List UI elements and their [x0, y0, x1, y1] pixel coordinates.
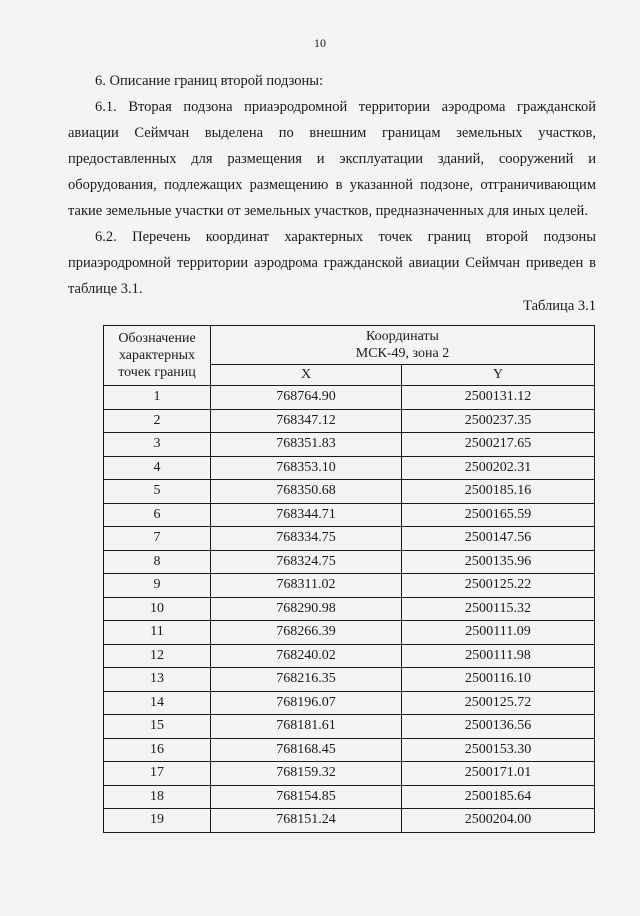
point-number-cell: 6: [104, 503, 211, 527]
x-coordinate-cell: 768350.68: [211, 480, 402, 504]
paragraph-6-1: 6.1. Вторая подзона приаэродромной территории аэродрома гражданской авиации Сеймчан выделена по внешним границам земельных участков, предоставленных для размещения и эксплуатации зданий, сооружений и оборудования, подлежащих размещению в указанной подзоне, отграничивающим такие земельные участки от земельных участков, предназначенных для иных целей.: [68, 99, 596, 219]
point-number-cell: 18: [104, 785, 211, 809]
page-number: 10: [314, 36, 326, 50]
x-coordinate-cell: 768764.90: [211, 386, 402, 410]
x-coordinate-cell: 768266.39: [211, 621, 402, 645]
table-row: [104, 386, 595, 410]
y-coordinate-cell: 2500185.16: [402, 480, 595, 504]
point-number-cell: 9: [104, 574, 211, 598]
x-coordinate-cell: 768353.10: [211, 456, 402, 480]
table-row: [104, 574, 595, 598]
point-number-cell: 8: [104, 550, 211, 574]
y-coordinate-cell: 2500111.09: [402, 621, 595, 645]
header-point-designation: Обозначение характерных точек границ: [104, 326, 211, 386]
x-coordinate-cell: 768347.12: [211, 409, 402, 433]
point-number-cell: 19: [104, 809, 211, 833]
point-number-cell: 14: [104, 691, 211, 715]
y-coordinate-cell: 2500165.59: [402, 503, 595, 527]
y-coordinate-cell: 2500111.98: [402, 644, 595, 668]
table-row: [104, 456, 595, 480]
x-coordinate-cell: 768240.02: [211, 644, 402, 668]
y-coordinate-cell: 2500204.00: [402, 809, 595, 833]
table-row: [104, 409, 595, 433]
table-row: [104, 433, 595, 457]
y-coordinate-cell: 2500136.56: [402, 715, 595, 739]
x-coordinate-cell: 768154.85: [211, 785, 402, 809]
point-number-cell: 10: [104, 597, 211, 621]
header-coordinates: [211, 326, 595, 365]
table-row: [104, 527, 595, 551]
x-coordinate-cell: 768344.71: [211, 503, 402, 527]
table-row: [104, 644, 595, 668]
y-coordinate-cell: 2500202.31: [402, 456, 595, 480]
header-coordinates-title: Координаты: [366, 329, 439, 344]
point-number-cell: 4: [104, 456, 211, 480]
table-row: [104, 550, 595, 574]
y-coordinate-cell: 2500171.01: [402, 762, 595, 786]
header-y: Y: [402, 365, 595, 386]
y-coordinate-cell: 2500185.64: [402, 785, 595, 809]
paragraph-6-2: 6.2. Перечень координат характерных точек границ второй подзоны приаэродромной территории аэродрома гражданской авиации Сеймчан приведен в таблице 3.1.: [68, 229, 596, 297]
point-number-cell: 16: [104, 738, 211, 762]
y-coordinate-cell: 2500131.12: [402, 386, 595, 410]
y-coordinate-cell: 2500115.32: [402, 597, 595, 621]
point-number-cell: 13: [104, 668, 211, 692]
x-coordinate-cell: 768168.45: [211, 738, 402, 762]
x-coordinate-cell: 768324.75: [211, 550, 402, 574]
table-caption: Таблица 3.1: [523, 298, 596, 314]
y-coordinate-cell: 2500237.35: [402, 409, 595, 433]
x-coordinate-cell: 768159.32: [211, 762, 402, 786]
table-row: [104, 738, 595, 762]
y-coordinate-cell: 2500135.96: [402, 550, 595, 574]
point-number-cell: 7: [104, 527, 211, 551]
header-x: X: [211, 365, 402, 386]
y-coordinate-cell: 2500125.22: [402, 574, 595, 598]
table-row: [104, 480, 595, 504]
point-number-cell: 11: [104, 621, 211, 645]
x-coordinate-cell: 768181.61: [211, 715, 402, 739]
point-number-cell: 3: [104, 433, 211, 457]
coordinates-table-body: [104, 386, 595, 833]
y-coordinate-cell: 2500116.10: [402, 668, 595, 692]
point-number-cell: 5: [104, 480, 211, 504]
point-number-cell: 15: [104, 715, 211, 739]
table-row: [104, 762, 595, 786]
y-coordinate-cell: 2500217.65: [402, 433, 595, 457]
x-coordinate-cell: 768334.75: [211, 527, 402, 551]
x-coordinate-cell: 768196.07: [211, 691, 402, 715]
table-row: [104, 715, 595, 739]
x-coordinate-cell: 768351.83: [211, 433, 402, 457]
point-number-cell: 17: [104, 762, 211, 786]
x-coordinate-cell: 768290.98: [211, 597, 402, 621]
x-coordinate-cell: 768151.24: [211, 809, 402, 833]
x-coordinate-cell: 768311.02: [211, 574, 402, 598]
y-coordinate-cell: 2500153.30: [402, 738, 595, 762]
table-row: [104, 668, 595, 692]
section-heading: 6. Описание границ второй подзоны:: [95, 73, 323, 89]
table-row: [104, 621, 595, 645]
point-number-cell: 1: [104, 386, 211, 410]
y-coordinate-cell: 2500147.56: [402, 527, 595, 551]
table-row: [104, 809, 595, 833]
table-row: [104, 503, 595, 527]
x-coordinate-cell: 768216.35: [211, 668, 402, 692]
y-coordinate-cell: 2500125.72: [402, 691, 595, 715]
table-row: [104, 785, 595, 809]
point-number-cell: 12: [104, 644, 211, 668]
point-number-cell: 2: [104, 409, 211, 433]
header-coordinate-system: МСК-49, зона 2: [355, 346, 450, 361]
table-row: [104, 597, 595, 621]
table-row: [104, 691, 595, 715]
coordinates-table: [103, 325, 595, 833]
